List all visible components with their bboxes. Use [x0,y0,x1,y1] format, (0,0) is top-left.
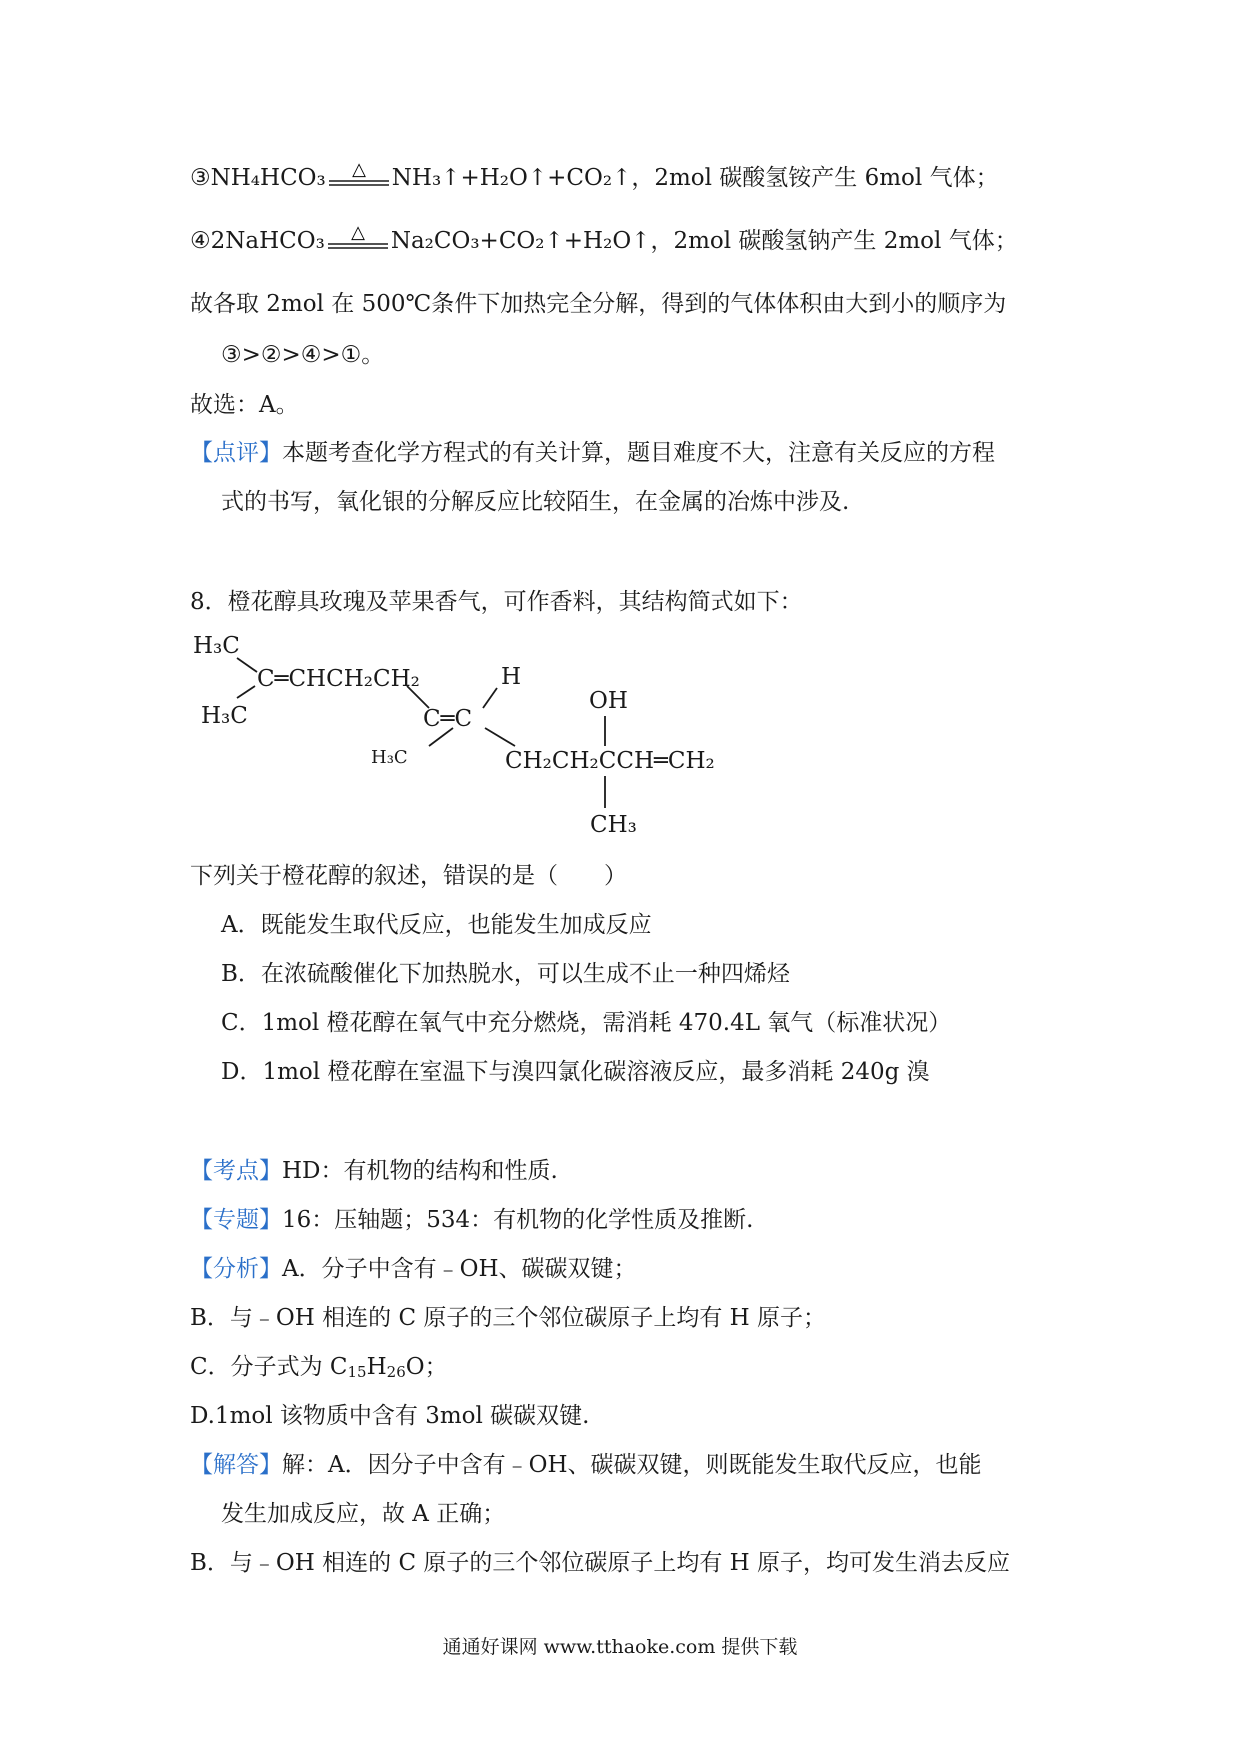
jieda-line-3: B．与﹣OH 相连的 C 原子的三个邻位碳原子上均有 H 原子，均可发生消去反应 [190,1550,1011,1576]
option-d: D．1mol 橙花醇在室温下与溴四氯化碳溶液反应，最多消耗 240g 溴 [221,1059,930,1085]
structure-h3c-top: H₃C [193,633,240,659]
option-c: C．1mol 橙花醇在氧气中充分燃烧，需消耗 470.4L 氧气（标准状况） [221,1010,952,1036]
equation-3-note: ，2mol 碳酸氢铵产生 6mol 气体； [631,165,999,191]
structural-formula [185,628,745,858]
structure-h3c-low: H₃C [371,747,408,768]
conclusion-line-1: 故各取 2mol 在 500℃条件下加热完全分解，得到的气体体积由大到小的顺序为 [190,291,1007,317]
fenxi-line-a [190,1253,637,1285]
conclusion-line-2: ③>②>④>①。 [221,342,385,368]
fenxi-c-pre: C．分子式为 C [190,1354,348,1380]
comment-tag: 【点评】 [190,440,282,466]
fenxi-tag: 【分析】 [190,1256,282,1282]
equation-3 [190,162,999,194]
structure-h-top: H [501,664,522,690]
structure-cc-double: C═C [423,706,473,732]
structure-h3c-mid: H₃C [201,703,248,729]
jieda-text-1: 解：A．因分子中含有﹣OH、碳碳双键，则既能发生取代反应，也能 [282,1452,982,1478]
option-a: A．既能发生取代反应，也能发生加成反应 [221,912,652,938]
comment-line-1 [190,437,995,469]
fenxi-c-post: O； [405,1354,448,1380]
fenxi-c-h: H [366,1354,387,1380]
equation-4-lhs: ④2NaHCO₃ [190,228,325,254]
zhuanti-tag: 【专题】 [190,1207,282,1233]
answer-choice: 故选：A。 [190,392,299,418]
heat-equal-sign [326,225,390,257]
kaodian-tag: 【考点】 [190,1158,282,1184]
page-footer: 通通好课网 www.tthaoke.com 提供下载 [442,1636,798,1658]
equation-3-lhs: ③NH₄HCO₃ [190,165,326,191]
fenxi-line-b: B．与﹣OH 相连的 C 原子的三个邻位碳原子上均有 H 原子； [190,1305,827,1331]
equation-4-rhs: Na₂CO₃+CO₂↑+H₂O↑ [390,228,651,254]
structure-ch3: CH₃ [590,812,637,838]
jieda-line-2: 发生加成反应，故 A 正确； [221,1501,506,1527]
equation-3-rhs: NH₃↑+H₂O↑+CO₂↑ [391,165,632,191]
bond-cc-h [483,688,497,708]
question-8-stem: 8．橙花醇具玫瑰及苹果香气，可作香料，其结构简式如下： [190,589,803,615]
equation-4 [190,225,1018,257]
heat-equal-sign [327,162,391,194]
heat-triangle-icon: △ [350,225,365,243]
structure-chain-1: C═CHCH₂CH₂ [257,666,420,692]
comment-line-2: 式的书写，氧化银的分解反应比较陌生，在金属的冶炼中涉及. [221,489,850,515]
heat-triangle-icon: △ [351,162,366,180]
zhuanti-line [190,1204,753,1236]
fenxi-line-d: D.1mol 该物质中含有 3mol 碳碳双键. [190,1403,590,1429]
fenxi-c-sub-15: 15 [347,1363,367,1381]
comment-text-1: 本题考查化学方程式的有关计算，题目难度不大，注意有关反应的方程 [282,440,995,466]
bond-h3c-top [237,658,257,672]
structure-chain-2: CH₂CH₂CCH═CH₂ [505,748,715,774]
zhuanti-text: 16：压轴题；534：有机物的化学性质及推断. [282,1207,754,1233]
jieda-line-1 [190,1449,982,1481]
bond-cc-chain2 [485,728,515,746]
equation-4-note: ，2mol 碳酸氢钠产生 2mol 气体； [650,228,1018,254]
kaodian-line [190,1155,558,1187]
structure-oh: OH [589,688,628,714]
bond-h3c-mid [237,686,255,698]
option-b: B．在浓硫酸催化下加热脱水，可以生成不止一种四烯烃 [221,961,790,987]
jieda-tag: 【解答】 [190,1452,282,1478]
fenxi-text-a: A．分子中含有﹣OH、碳碳双键； [282,1256,637,1282]
kaodian-text: HD：有机物的结构和性质. [282,1158,558,1184]
fenxi-c-sub-26: 26 [386,1363,406,1381]
question-8-prompt: 下列关于橙花醇的叙述，错误的是（ ） [190,863,627,889]
fenxi-line-c [190,1351,448,1383]
